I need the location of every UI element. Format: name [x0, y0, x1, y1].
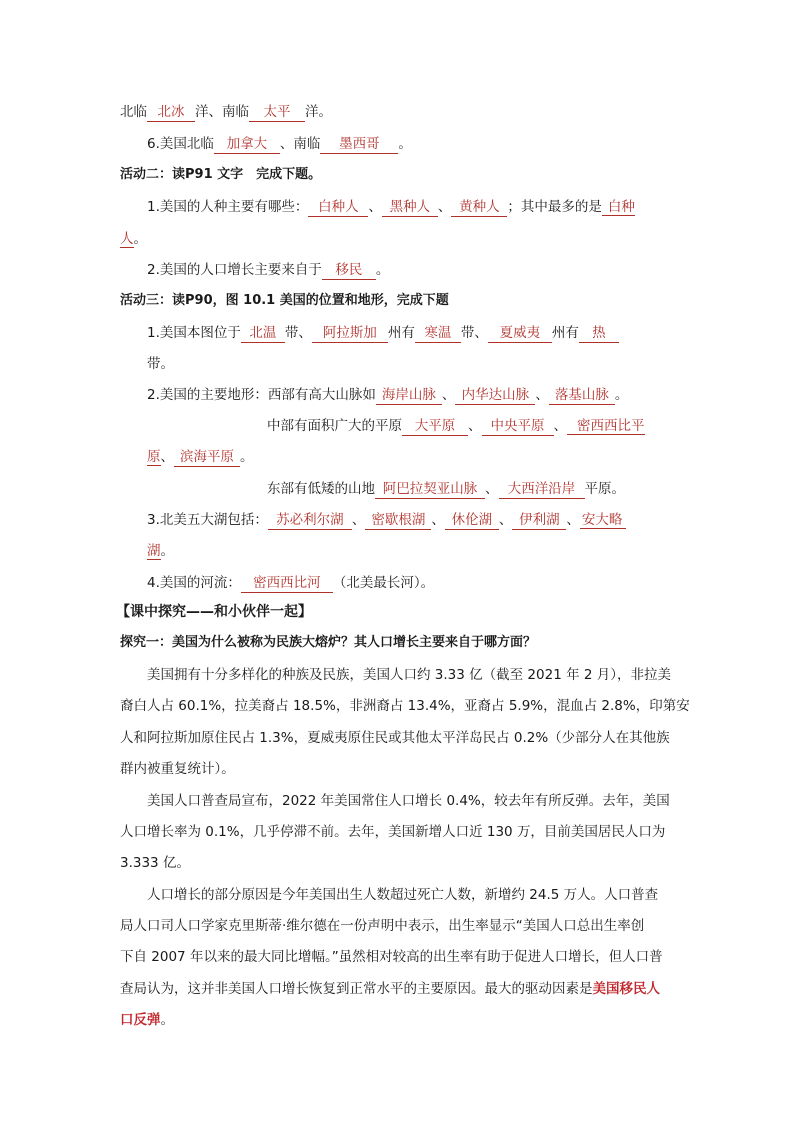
inquiry-1-title: 探究一：美国为什么被称为民族大熔炉？其人口增长主要来自于哪方面？	[120, 635, 537, 650]
blank-west-mountain-2: 内华达山脉	[455, 387, 535, 405]
activity-2-title: 活动二：读P91 文字 完成下题。	[120, 167, 322, 182]
blank-east-plain: 大西洋沿岸	[499, 481, 585, 499]
blank-plain-2: 中央平原	[482, 418, 554, 436]
blank-north-neighbor: 加拿大	[214, 136, 280, 154]
section-heading: 【课中探究——和小伙伴一起】	[116, 604, 312, 620]
blank-zone-3: 热	[579, 325, 619, 343]
blank-lake-4: 伊利湖	[512, 512, 566, 530]
blank-lake-5-part1: 安大略	[580, 512, 627, 529]
highlight-immigration: 美国移民人	[592, 981, 660, 997]
blank-plain-4: 滨海平原	[174, 449, 240, 467]
blank-west-mountain-1: 海岸山脉	[376, 387, 442, 405]
question-landforms-central: 中部有面积广大的平原 大平原 、 中央平原 、 密西西比平	[267, 418, 645, 434]
blank-majority-race-part1: 白种	[602, 199, 635, 216]
blank-race-1: 白种人	[308, 199, 368, 217]
blank-south-ocean: 太平	[249, 104, 305, 122]
blank-lake-1: 苏必利尔湖	[268, 512, 352, 530]
question-great-lakes: 3.北美五大湖包括： 苏必利尔湖 、 密歇根湖 、 休伦湖 、 伊利湖 、 安大略	[147, 510, 626, 530]
highlight-immigration-cont: 口反弹	[120, 1012, 161, 1028]
blank-lake-2: 密歇根湖	[365, 512, 431, 530]
question-great-lakes-cont: 湖。	[147, 543, 174, 559]
question-climate-zones: 1.美国本图位于 北温 带、 阿拉斯加 州有 寒温 带、 夏威夷 州有 热	[147, 323, 619, 343]
question-rivers: 4.美国的河流： 密西西比河 （北美最长河）。	[147, 575, 435, 591]
blank-zone-2: 寒温	[415, 325, 461, 343]
question-6-neighbors: 6.美国北临 加拿大 、南临 墨西哥 。	[147, 136, 412, 152]
blank-growth-source: 移民	[322, 262, 376, 280]
blank-race-2: 黑种人	[382, 199, 438, 217]
blank-zone-1: 北温	[241, 325, 285, 343]
question-population-growth: 2.美国的人口增长主要来自于 移民 。	[147, 262, 390, 278]
blank-river: 密西西比河	[241, 575, 333, 593]
question-races-cont: 人。	[120, 231, 147, 247]
blank-plain-1: 大平原	[402, 418, 468, 436]
blank-state-2: 夏威夷	[488, 325, 552, 343]
question-races: 1.美国的人种主要有哪些： 白种人 、 黑种人 、 黄种人 ；其中最多的是 白种	[147, 199, 635, 215]
blank-plain-3-part2: 原	[147, 449, 161, 465]
blank-lake-5-part2: 湖	[147, 543, 161, 559]
answer-line-oceans: 北临 北冰 洋、南临 太平 洋。	[120, 104, 332, 120]
document-page: 北临 北冰 洋、南临 太平 洋。 6.美国北临 加拿大 、南临 墨西哥 。 活动二：读P91 文字 完成下题。 1.美国的人种主要有哪些： 白种人 、 黑种人 、 黄种人 ；其中最多的是 白种 人。 2.美国的人口增长主要来自于 移民 。 活动三：读P90，图 10.1 美国的位置和地形，完成下题 1.美国本图位于 北温 带、 阿拉斯加 州有 寒温 带、 夏威夷 州有 热 带。 2.美国的主要地形：西部有高大山脉如 海岸山脉 、 内华达山脉 、 落基山脉 。 中部有面积广大的平原 大平原 、 中央平原 、 密西西比平 原、 滨海平原 。 东部有低矮的山地 阿巴拉契亚山脉 、 大西洋沿岸 平原。 3.北美五大湖包括： 苏必利尔湖 、 密歇根湖 、 休伦湖 、 伊利湖 、 安大略 湖。 4.美国的河流： 密西西比河 （北美最长河）。 【课中探究——和小伙伴一起】 探究一：美国为什么被称为民族大熔炉？其人口增长主要来自于哪方面？ 美国拥有十分多样化的种族及民族，美国人口约 3.33 亿（截至 2021 年 2 月），非拉美 裔白人占 60.1%，拉美裔占 18.5%，非洲裔占 13.4%，亚裔占 5.9%，混血占 2.8%，印第安 人和阿拉斯加原住民占 1.3%，夏威夷原住民或其他太平洋岛民占 0.2%（少部分人在其他族 群内被重复统计）。 美国人口普查局宣布，2022 年美国常住人口增长 0.4%，较去年有所反弹。去年，美国 人口增长率为 0.1%，几乎停滞不前。去年，美国新增人口近 130 万，目前美国居民人口为 3.333 亿。 人口增长的部分原因是今年美国出生人数超过死亡人数，新增约 24.5 万人。人口普查 局人口司人口学家克里斯蒂·维尔德在一份声明中表示，出生率显示“美国人口总出生率创 下自 2007 年以来的最大同比增幅。”虽然相对较高的出生率有助于促进人口增长，但人口普 查局认为，这并非美国人口增长恢复到正常水平的主要原因。最大的驱动因素是美国移民人 口反弹。	[116, 104, 690, 1028]
blank-lake-3: 休伦湖	[445, 512, 499, 530]
question-landforms-west: 2.美国的主要地形：西部有高大山脉如 海岸山脉 、 内华达山脉 、 落基山脉 。	[147, 387, 629, 403]
blank-state-1: 阿拉斯加	[312, 325, 388, 343]
question-landforms-central-cont: 原、 滨海平原 。	[147, 449, 254, 465]
question-climate-zones-cont: 带。	[147, 356, 174, 372]
question-landforms-east: 东部有低矮的山地 阿巴拉契亚山脉 、 大西洋沿岸 平原。	[267, 481, 625, 497]
activity-3-title: 活动三：读P90，图 10.1 美国的位置和地形，完成下题	[120, 293, 449, 308]
blank-west-mountain-3: 落基山脉	[549, 387, 615, 405]
blank-north-ocean: 北冰	[147, 104, 195, 122]
blank-race-3: 黄种人	[451, 199, 507, 217]
blank-south-neighbor: 墨西哥	[320, 136, 398, 154]
blank-plain-3-part1: 密西西比平	[567, 418, 645, 435]
blank-east-mountain: 阿巴拉契亚山脉	[375, 481, 485, 499]
blank-majority-race-part2: 人	[120, 231, 134, 247]
